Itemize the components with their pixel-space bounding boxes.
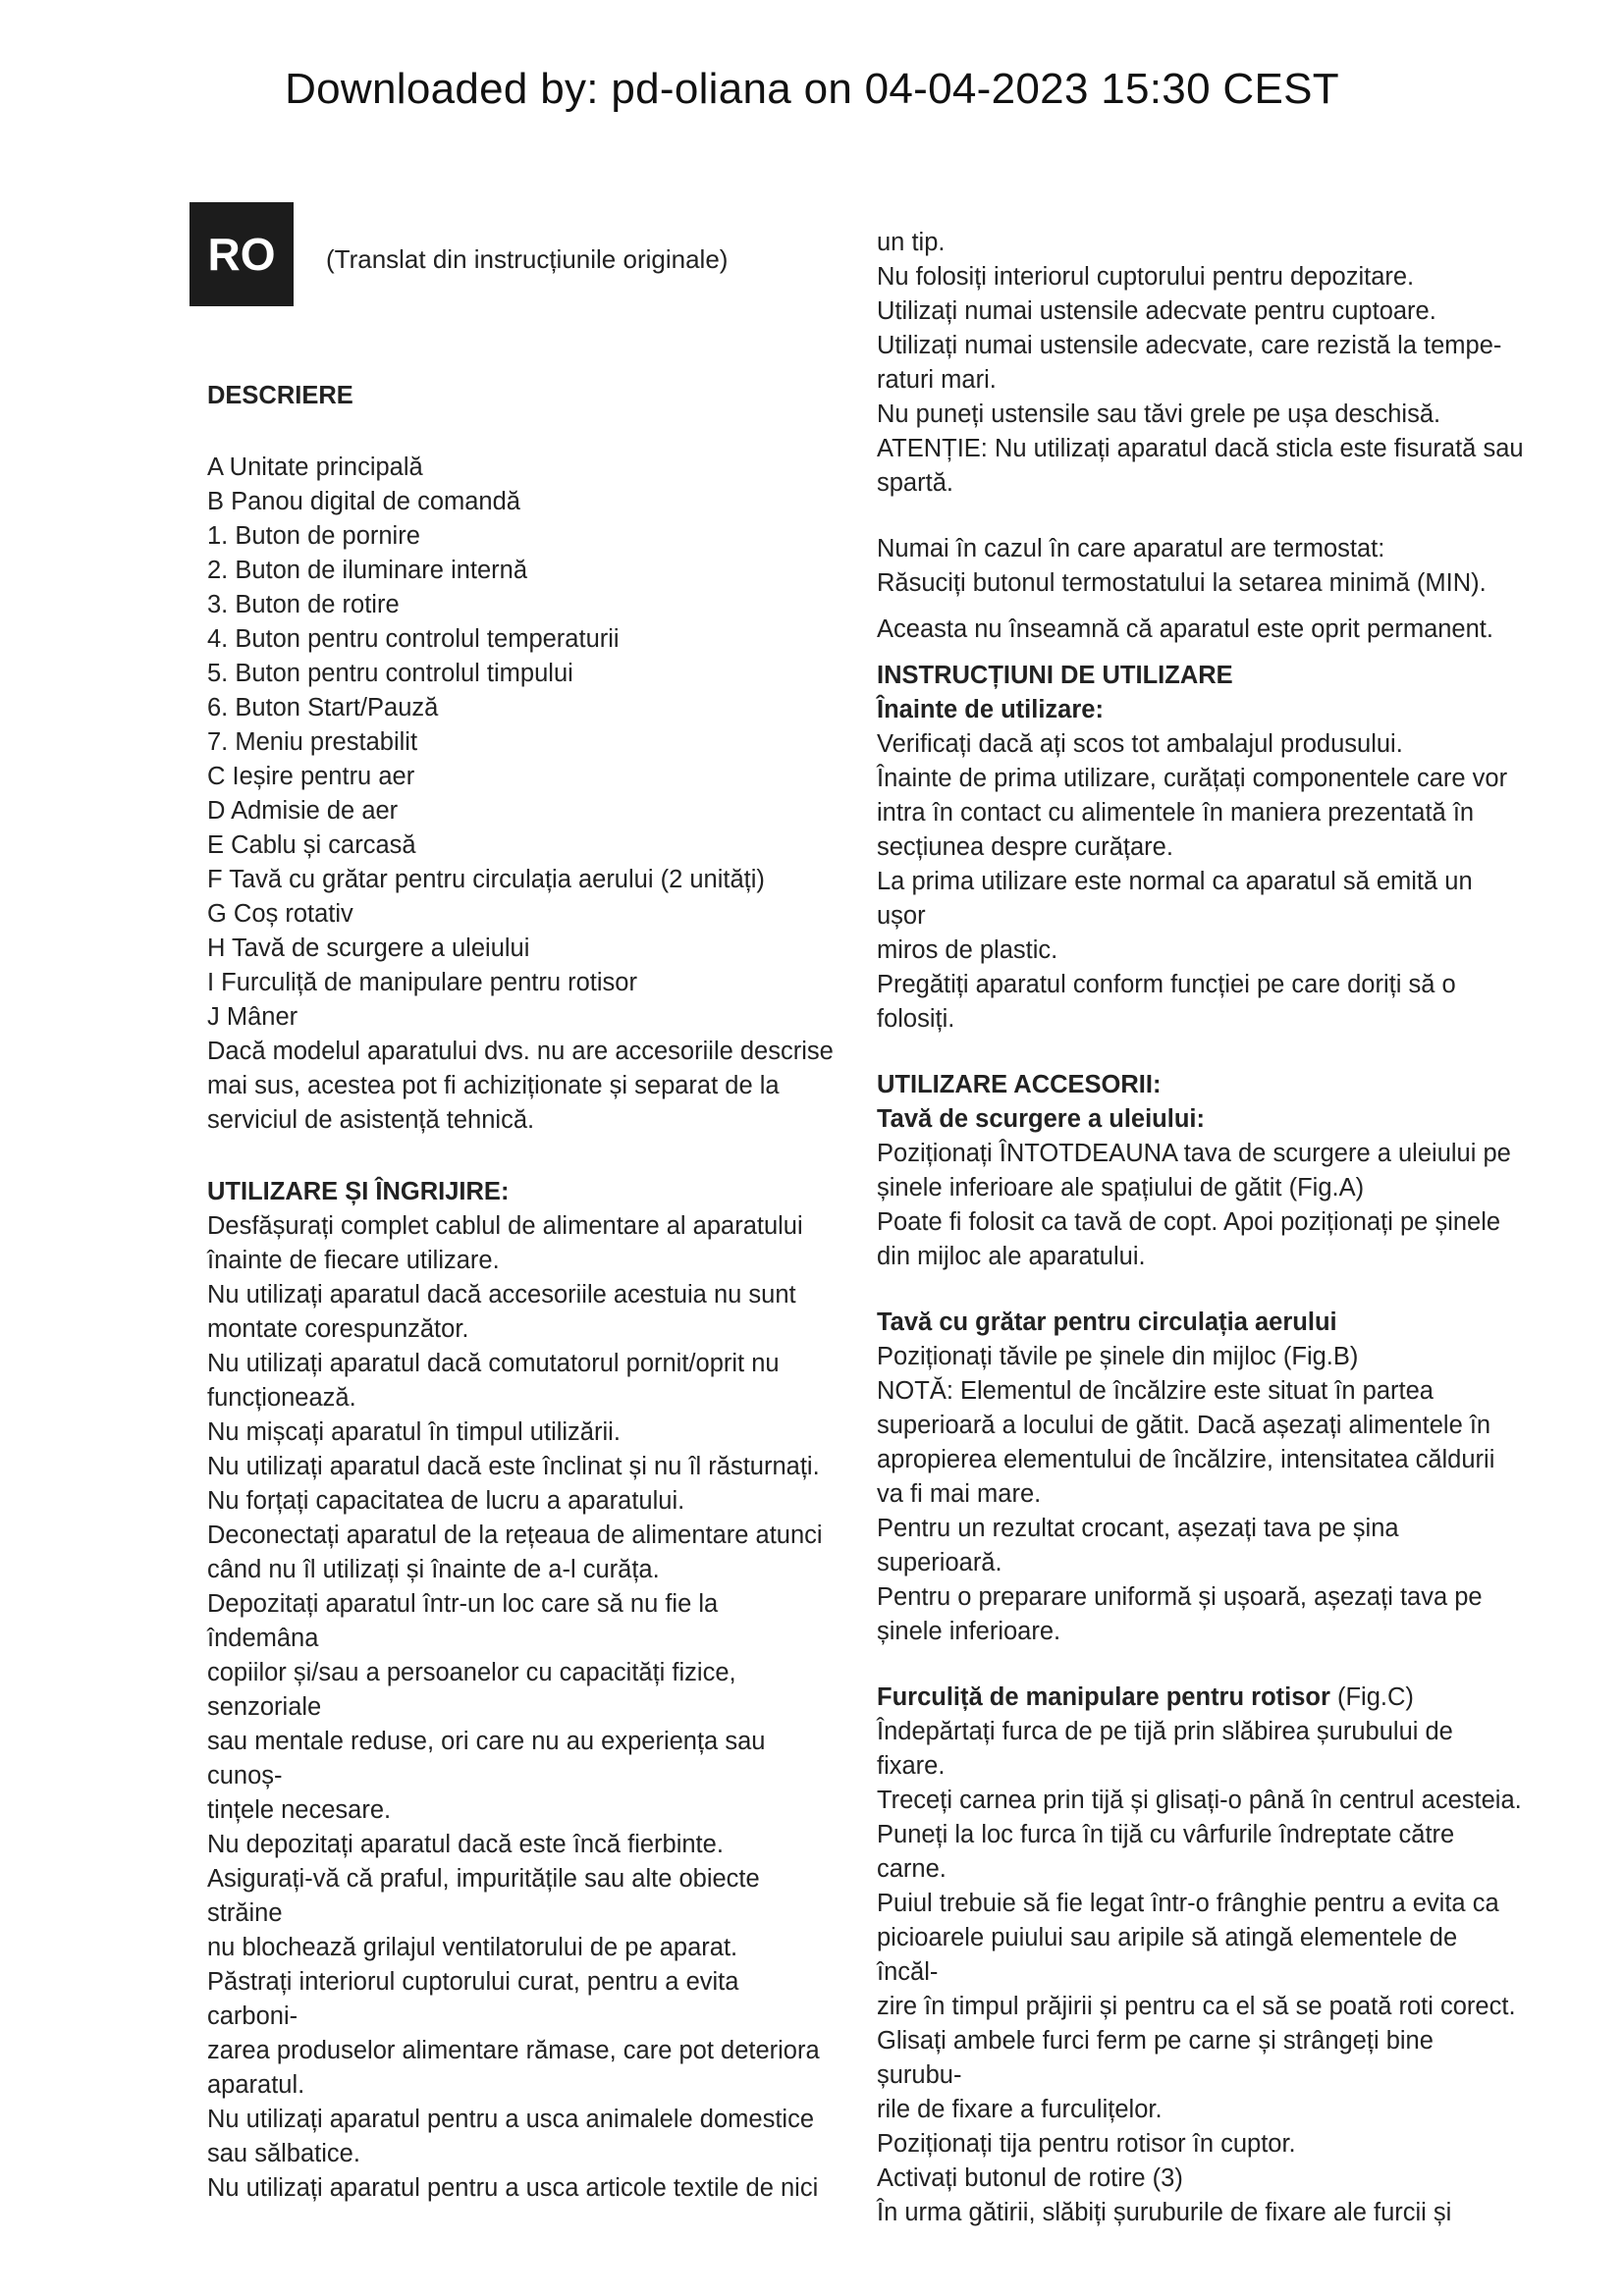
text-line: copiilor și/sau a persoanelor cu capacități fizice, senzoriale xyxy=(207,1659,736,1721)
text-line: Verificați dacă ați scos tot ambalajul produsului. xyxy=(877,730,1403,758)
text-line: J Mâner xyxy=(207,1003,298,1031)
text-line: un tip. xyxy=(877,229,946,256)
text-line: Numai în cazul în care aparatul are termostat: xyxy=(877,535,1385,562)
text-line: B Panou digital de comandă xyxy=(207,488,520,515)
text-line: secțiunea despre curățare. xyxy=(877,833,1173,861)
text-line: Poziționați ÎNTOTDEAUNA tava de scurgere a uleiului pe xyxy=(877,1140,1511,1167)
text-line: superioară a locului de gătit. Dacă așezați alimentele în xyxy=(877,1412,1491,1439)
text-line: raturi mari. xyxy=(877,366,997,394)
right-column xyxy=(877,226,1525,2230)
text-line: Nu utilizați aparatul dacă este înclinat și nu îl răsturnați. xyxy=(207,1453,820,1480)
subsection-furculita: Furculiță de manipulare pentru rotisor xyxy=(877,1683,1330,1711)
text-line: Nu puneți ustensile sau tăvi grele pe ușa deschisă. xyxy=(877,400,1441,428)
section-title-instructiuni: INSTRUCȚIUNI DE UTILIZARE xyxy=(877,662,1233,689)
text-line: spartă. xyxy=(877,469,953,497)
text-line: Activați butonul de rotire (3) xyxy=(877,2164,1183,2192)
text-line: 2. Buton de iluminare internă xyxy=(207,557,528,584)
text-line: C Ieșire pentru aer xyxy=(207,763,415,790)
section-title-accesorii: UTILIZARE ACCESORII: xyxy=(877,1071,1162,1098)
text-line: Păstrați interiorul cuptorului curat, pentru a evita carboni- xyxy=(207,1968,739,2030)
text-line: montate corespunzător. xyxy=(207,1315,469,1343)
text-line: Depozitați aparatul într-un loc care să nu fie la îndemâna xyxy=(207,1590,719,1652)
text-line: A Unitate principală xyxy=(207,454,423,481)
translation-note: (Translat din instrucțiunile originale) xyxy=(326,244,729,274)
text-line: șinele inferioare. xyxy=(877,1618,1061,1645)
text-line: G Coș rotativ xyxy=(207,900,353,928)
left-column xyxy=(207,379,836,2206)
text-line: Pregătiți aparatul conform funcției pe care doriți să o xyxy=(877,971,1456,998)
text-line: ATENȚIE: Nu utilizați aparatul dacă sticla este fisurată sau xyxy=(877,435,1524,462)
text-line: din mijloc ale aparatului. xyxy=(877,1243,1146,1270)
text-line: F Tavă cu grătar pentru circulația aerului (2 unități) xyxy=(207,866,765,893)
text-line: Poziționați tăvile pe șinele din mijloc (Fig.B) xyxy=(877,1343,1359,1370)
text-line: mai sus, acestea pot fi achiziționate și separat de la xyxy=(207,1072,780,1099)
text-line: va fi mai mare. xyxy=(877,1480,1042,1508)
text-line: apropierea elementului de încălzire, intensitatea căldurii xyxy=(877,1446,1495,1473)
text-line: În urma gătirii, slăbiți șuruburile de fixare ale furcii și xyxy=(877,2199,1452,2226)
text-line: 5. Buton pentru controlul timpului xyxy=(207,660,573,687)
text-line: Puiul trebuie să fie legat într-o frânghie pentru a evita ca xyxy=(877,1890,1499,1917)
text-line: miros de plastic. xyxy=(877,936,1058,964)
text-line: șinele inferioare ale spațiului de gătit (Fig.A) xyxy=(877,1174,1365,1201)
text-line: 7. Meniu prestabilit xyxy=(207,728,418,756)
text-line: Desfășurați complet cablul de alimentare al aparatului xyxy=(207,1212,803,1240)
text-line: Nu utilizați aparatul dacă comutatorul pornit/oprit nu xyxy=(207,1350,780,1377)
text-line: E Cablu și carcasă xyxy=(207,831,416,859)
text-line: Utilizați numai ustensile adecvate pentru cuptoare. xyxy=(877,297,1436,325)
text-line: 1. Buton de pornire xyxy=(207,522,420,550)
text-line: H Tavă de scurgere a uleiului xyxy=(207,934,530,962)
text-line: Pentru un rezultat crocant, așezați tava pe șina superioară. xyxy=(877,1515,1399,1576)
subsection-furculita-heading xyxy=(877,1681,1525,1715)
text-line: Dacă modelul aparatului dvs. nu are accesoriile descrise xyxy=(207,1038,834,1065)
text-line: Răsuciți butonul termostatului la setarea minimă (MIN). xyxy=(877,569,1487,597)
text-line: Nu depozitați aparatul dacă este încă fierbinte. xyxy=(207,1831,724,1858)
text-line: înainte de fiecare utilizare. xyxy=(207,1247,500,1274)
text-line: Înainte de prima utilizare, curățați componentele care vor xyxy=(877,765,1508,792)
text-line: sau mentale reduse, ori care nu au experiența sau cunoș- xyxy=(207,1728,766,1789)
text-line: Nu mișcați aparatul în timpul utilizării. xyxy=(207,1418,621,1446)
text-line: aparatul. xyxy=(207,2071,305,2099)
continued-text xyxy=(877,226,1525,501)
subsection-tava-scurgere: Tavă de scurgere a uleiului: xyxy=(877,1105,1205,1133)
text-line: Deconectați aparatul de la rețeaua de alimentare atunci xyxy=(207,1522,823,1549)
text-line: NOTĂ: Elementul de încălzire este situat în partea xyxy=(877,1377,1434,1405)
text-line: Utilizați numai ustensile adecvate, care rezistă la tempe- xyxy=(877,332,1502,359)
text-line: zarea produselor alimentare rămase, care pot deteriora xyxy=(207,2037,820,2064)
text-line: Pentru o preparare uniformă și ușoară, așezați tava pe xyxy=(877,1583,1483,1611)
section-title-descriere: DESCRIERE xyxy=(207,382,353,409)
text-line: Puneți la loc furca în tijă cu vârfurile îndreptate către carne. xyxy=(877,1821,1455,1883)
text-line: D Admisie de aer xyxy=(207,797,399,825)
text-line: 4. Buton pentru controlul temperaturii xyxy=(207,625,620,653)
text-line: Nu utilizați aparatul pentru a usca animalele domestice xyxy=(207,2106,815,2133)
furculita-fig-ref: (Fig.C) xyxy=(1329,1683,1414,1711)
text-line: 3. Buton de rotire xyxy=(207,591,400,618)
text-line: Glisați ambele furci ferm pe carne și strângeți bine șurubu- xyxy=(877,2027,1434,2089)
text-line: intra în contact cu alimentele în maniera prezentată în xyxy=(877,799,1475,827)
text-line: Nu utilizați aparatul pentru a usca articole textile de nici xyxy=(207,2174,819,2202)
download-stamp: Downloaded by: pd-oliana on 04-04-2023 15:30 CEST xyxy=(285,65,1339,113)
furculita-text xyxy=(877,1715,1525,2230)
thermostat-note: Aceasta nu înseamnă că aparatul este oprit permanent. xyxy=(877,615,1493,643)
section-title-utilizare: UTILIZARE ȘI ÎNGRIJIRE: xyxy=(207,1178,510,1205)
subsection-inainte: Înainte de utilizare: xyxy=(877,696,1104,723)
utilizare-text xyxy=(207,1209,836,2206)
thermostat-text xyxy=(877,532,1525,601)
text-line: sau sălbatice. xyxy=(207,2140,360,2167)
text-line: Nu forțați capacitatea de lucru a aparatului. xyxy=(207,1487,685,1515)
text-line: folosiți. xyxy=(877,1005,955,1033)
text-line: Treceți carnea prin tijă și glisați-o până în centrul acesteia. xyxy=(877,1787,1522,1814)
text-line: picioarele puiului sau aripile să atingă elementele de încăl- xyxy=(877,1924,1458,1986)
tava-gratar-text xyxy=(877,1340,1525,1649)
language-badge: RO xyxy=(189,202,294,306)
text-line: rile de fixare a furculițelor. xyxy=(877,2096,1163,2123)
text-line: Poate fi folosit ca tavă de copt. Apoi poziționați pe șinele xyxy=(877,1208,1501,1236)
text-line: I Furculiță de manipulare pentru rotisor xyxy=(207,969,637,996)
text-line: Asigurați-vă că praful, impuritățile sau alte obiecte străine xyxy=(207,1865,760,1927)
text-line: serviciul de asistență tehnică. xyxy=(207,1106,535,1134)
text-line: Nu utilizați aparatul dacă accesoriile acestuia nu sunt xyxy=(207,1281,796,1308)
text-line: Nu folosiți interiorul cuptorului pentru depozitare. xyxy=(877,263,1415,291)
text-line: nu blochează grilajul ventilatorului de pe aparat. xyxy=(207,1934,738,1961)
text-line: Îndepărtați furca de pe tijă prin slăbirea șurubului de fixare. xyxy=(877,1718,1453,1780)
text-line: când nu îl utilizați și înainte de a-l curăța. xyxy=(207,1556,660,1583)
text-line: funcționează. xyxy=(207,1384,356,1412)
subsection-tava-gratar: Tavă cu grătar pentru circulația aerului xyxy=(877,1308,1337,1336)
text-line: Poziționați tija pentru rotisor în cuptor. xyxy=(877,2130,1296,2158)
text-line: tințele necesare. xyxy=(207,1796,392,1824)
parts-list xyxy=(207,451,836,1138)
accesorii-text xyxy=(877,1137,1525,1274)
text-line: 6. Buton Start/Pauză xyxy=(207,694,439,721)
text-line: zire în timpul prăjirii și pentru ca el să se poată roti corect. xyxy=(877,1993,1516,2020)
text-line: La prima utilizare este normal ca aparatul să emită un ușor xyxy=(877,868,1473,930)
instructiuni-text xyxy=(877,727,1525,1037)
